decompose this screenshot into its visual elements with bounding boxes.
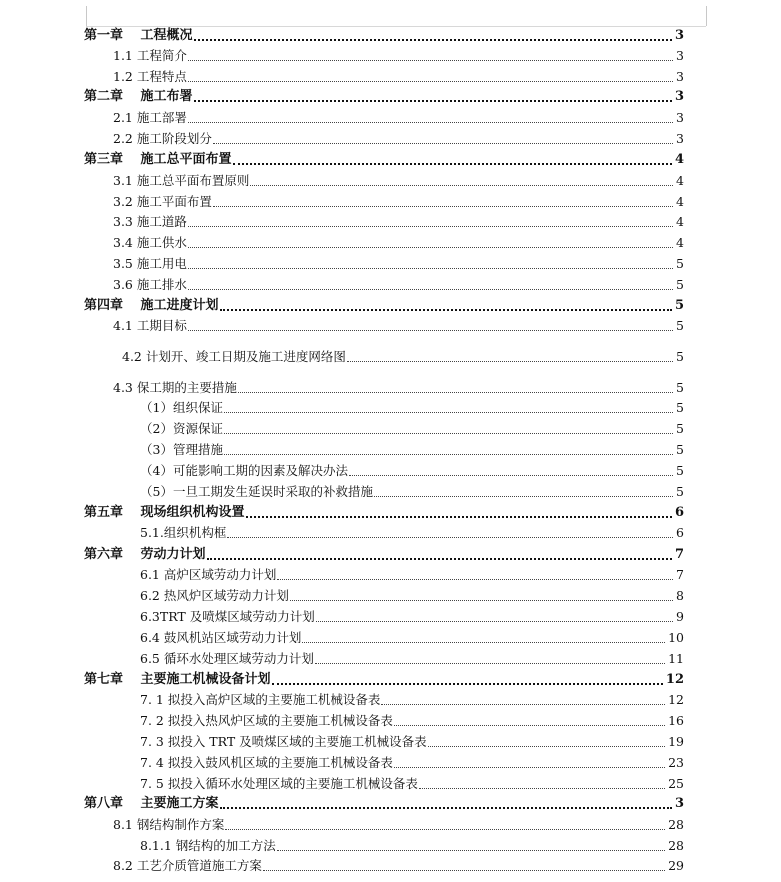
toc-leader-dots bbox=[220, 309, 672, 311]
toc-leader-dots bbox=[188, 330, 673, 331]
toc-leader-dots bbox=[263, 870, 665, 871]
toc-leader-dots bbox=[246, 516, 672, 518]
toc-page-number: 12 bbox=[665, 672, 684, 687]
toc-leader-dots bbox=[224, 412, 673, 413]
toc-leader-dots bbox=[188, 289, 673, 290]
toc-entry-label: 7. 3 拟投入 TRT 及喷煤区域的主要施工机械设备表 bbox=[140, 734, 427, 749]
toc-entry-label: 7. 2 拟投入热风炉区域的主要施工机械设备表 bbox=[140, 713, 393, 728]
toc-entry[interactable] bbox=[140, 584, 684, 604]
toc-entry-label: 7. 5 拟投入循环水处理区域的主要施工机械设备表 bbox=[140, 776, 418, 791]
toc-page-number: 5 bbox=[676, 442, 684, 457]
toc-entry-label: 第六章 劳动力计划 bbox=[84, 547, 206, 562]
toc-page-number: 5 bbox=[674, 298, 684, 313]
toc-entry-label: 第三章 施工总平面布置 bbox=[84, 152, 232, 167]
toc-entry[interactable] bbox=[140, 563, 684, 583]
toc-leader-dots bbox=[188, 122, 673, 123]
toc-page-number: 3 bbox=[676, 110, 684, 125]
toc-page-number: 12 bbox=[668, 692, 684, 707]
page-corner-mark-right bbox=[706, 6, 707, 26]
toc-page-number: 3 bbox=[674, 89, 684, 104]
toc-leader-dots bbox=[188, 247, 673, 248]
toc-leader-dots bbox=[277, 850, 665, 851]
toc-page-number: 28 bbox=[668, 838, 684, 853]
toc-entry-label: （3）管理措施 bbox=[140, 442, 223, 457]
toc-chapter-entry[interactable] bbox=[84, 543, 684, 563]
toc-entry-label: 3.1 施工总平面布置原则 bbox=[113, 173, 250, 188]
toc-leader-dots bbox=[213, 206, 673, 207]
toc-page-number: 5 bbox=[676, 349, 684, 364]
toc-leader-dots bbox=[188, 60, 673, 61]
toc-entry-label: 7. 1 拟投入高炉区域的主要施工机械设备表 bbox=[140, 692, 381, 707]
toc-leader-dots bbox=[238, 392, 673, 393]
toc-entry[interactable] bbox=[140, 772, 684, 792]
toc-leader-dots bbox=[394, 725, 665, 726]
toc-entry[interactable] bbox=[113, 106, 684, 126]
toc-entry-label: 1.1 工程简介 bbox=[113, 48, 187, 63]
toc-entry[interactable] bbox=[113, 127, 684, 147]
toc-entry-label: 6.5 循环水处理区域劳动力计划 bbox=[140, 651, 314, 666]
toc-entry-label: 第七章 主要施工机械设备计划 bbox=[84, 672, 271, 687]
toc-page-number: 23 bbox=[668, 755, 684, 770]
toc-entry-label: 第四章 施工进度计划 bbox=[84, 298, 219, 313]
toc-entry[interactable] bbox=[140, 834, 684, 854]
toc-entry[interactable] bbox=[140, 730, 684, 750]
page-corner-mark-left bbox=[86, 6, 87, 26]
toc-chapter-entry[interactable] bbox=[84, 668, 684, 688]
toc-entry-label: 4.3 保工期的主要措施 bbox=[113, 380, 237, 395]
toc-page-number: 4 bbox=[676, 235, 684, 250]
toc-leader-dots bbox=[224, 454, 673, 455]
toc-entry-label: 5.1.组织机构框 bbox=[140, 525, 227, 540]
toc-leader-dots bbox=[277, 579, 673, 580]
toc-chapter-entry[interactable] bbox=[84, 24, 684, 44]
toc-page-number: 3 bbox=[676, 69, 684, 84]
toc-entry[interactable] bbox=[113, 65, 684, 85]
toc-entry-label: 1.2 工程特点 bbox=[113, 69, 187, 84]
toc-leader-dots bbox=[225, 829, 665, 830]
toc-leader-dots bbox=[428, 746, 665, 747]
toc-entry[interactable] bbox=[140, 459, 684, 479]
toc-page-number: 4 bbox=[676, 194, 684, 209]
toc-chapter-entry[interactable] bbox=[84, 85, 684, 105]
toc-entry-label: 第八章 主要施工方案 bbox=[84, 796, 219, 811]
toc-leader-dots bbox=[316, 621, 673, 622]
toc-page-number: 3 bbox=[674, 28, 684, 43]
toc-entry-label: 4.2 计划开、竣工日期及施工进度网络图 bbox=[122, 349, 346, 364]
toc-entry[interactable] bbox=[122, 345, 684, 365]
toc-page-number: 6 bbox=[674, 505, 684, 520]
toc-page-number: 29 bbox=[668, 858, 684, 873]
toc-page-number: 5 bbox=[676, 463, 684, 478]
toc-page-number: 5 bbox=[676, 421, 684, 436]
toc-entry[interactable] bbox=[140, 688, 684, 708]
toc-leader-dots bbox=[233, 163, 672, 165]
toc-entry[interactable] bbox=[113, 813, 684, 833]
toc-page-number: 28 bbox=[668, 817, 684, 832]
toc-entry-label: 8.2 工艺介质管道施工方案 bbox=[113, 858, 262, 873]
toc-page-number: 6 bbox=[676, 525, 684, 540]
toc-entry[interactable] bbox=[140, 438, 684, 458]
toc-entry[interactable] bbox=[140, 521, 684, 541]
toc-entry[interactable] bbox=[113, 169, 684, 189]
toc-entry-label: （5）一旦工期发生延误时采取的补救措施 bbox=[140, 484, 373, 499]
toc-leader-dots bbox=[194, 100, 672, 102]
toc-entry[interactable] bbox=[140, 417, 684, 437]
toc-entry[interactable] bbox=[140, 647, 684, 667]
toc-leader-dots bbox=[272, 683, 663, 685]
toc-entry[interactable] bbox=[140, 626, 684, 646]
toc-page-number: 5 bbox=[676, 256, 684, 271]
toc-leader-dots bbox=[315, 663, 665, 664]
toc-entry-label: 3.3 施工道路 bbox=[113, 214, 187, 229]
toc-page-number: 5 bbox=[676, 400, 684, 415]
toc-entry-label: 8.1 钢结构制作方案 bbox=[113, 817, 225, 832]
toc-entry-label: 7. 4 拟投入鼓风机区域的主要施工机械设备表 bbox=[140, 755, 393, 770]
toc-entry-label: 8.1.1 钢结构的加工方法 bbox=[140, 838, 276, 853]
toc-entry-label: （2）资源保证 bbox=[140, 421, 223, 436]
toc-leader-dots bbox=[227, 537, 673, 538]
toc-entry[interactable] bbox=[113, 190, 684, 210]
toc-entry-label: （1）组织保证 bbox=[140, 400, 223, 415]
toc-page-number: 3 bbox=[674, 796, 684, 811]
toc-page-number: 5 bbox=[676, 380, 684, 395]
toc-entry-label: 6.2 热风炉区域劳动力计划 bbox=[140, 588, 289, 603]
toc-entry[interactable] bbox=[140, 709, 684, 729]
toc-entry-label: 第五章 现场组织机构设置 bbox=[84, 505, 245, 520]
toc-entry-label: 第二章 施工布署 bbox=[84, 89, 193, 104]
toc-leader-dots bbox=[302, 642, 665, 643]
toc-chapter-entry[interactable] bbox=[84, 792, 684, 812]
toc-entry-label: 第一章 工程概况 bbox=[84, 28, 193, 43]
toc-entry[interactable] bbox=[113, 314, 684, 334]
toc-page-number: 4 bbox=[676, 214, 684, 229]
toc-leader-dots bbox=[290, 600, 673, 601]
toc-entry[interactable] bbox=[113, 44, 684, 64]
toc-leader-dots bbox=[188, 268, 673, 269]
toc-leader-dots bbox=[220, 807, 672, 809]
toc-leader-dots bbox=[213, 143, 673, 144]
toc-entry-label: 2.1 施工部署 bbox=[113, 110, 187, 125]
toc-page-number: 5 bbox=[676, 277, 684, 292]
toc-entry[interactable] bbox=[113, 854, 684, 874]
toc-entry[interactable] bbox=[113, 231, 684, 251]
toc-page-number: 11 bbox=[668, 651, 684, 666]
toc-page-number: 25 bbox=[668, 776, 684, 791]
toc-entry-label: 6.4 鼓风机站区域劳动力计划 bbox=[140, 630, 302, 645]
toc-leader-dots bbox=[394, 767, 665, 768]
toc-page-number: 7 bbox=[676, 567, 684, 582]
toc-entry-label: 6.1 高炉区域劳动力计划 bbox=[140, 567, 277, 582]
toc-entry[interactable] bbox=[113, 376, 684, 396]
toc-page-number: 10 bbox=[668, 630, 684, 645]
toc-entry[interactable] bbox=[113, 273, 684, 293]
toc-entry-label: 2.2 施工阶段划分 bbox=[113, 131, 212, 146]
toc-entry[interactable] bbox=[113, 252, 684, 272]
toc-page-number: 19 bbox=[668, 734, 684, 749]
toc-leader-dots bbox=[381, 704, 665, 705]
toc-entry-label: 3.4 施工供水 bbox=[113, 235, 187, 250]
toc-leader-dots bbox=[419, 788, 665, 789]
toc-page-number: 4 bbox=[676, 173, 684, 188]
toc-entry-label: 4.1 工期目标 bbox=[113, 318, 187, 333]
toc-entry-label: 3.2 施工平面布置 bbox=[113, 194, 212, 209]
toc-page-number: 7 bbox=[674, 547, 684, 562]
toc-entry-label: （4）可能影响工期的因素及解决办法 bbox=[140, 463, 348, 478]
toc-leader-dots bbox=[374, 496, 673, 497]
toc-entry[interactable] bbox=[140, 605, 684, 625]
toc-leader-dots bbox=[347, 361, 673, 362]
toc-chapter-entry[interactable] bbox=[84, 148, 684, 168]
toc-entry[interactable] bbox=[113, 210, 684, 230]
toc-page-number: 16 bbox=[668, 713, 684, 728]
toc-entry-label: 3.6 施工排水 bbox=[113, 277, 187, 292]
toc-page-number: 4 bbox=[674, 152, 684, 167]
toc-page-number: 5 bbox=[676, 484, 684, 499]
toc-entry-label: 6.3TRT 及喷煤区域劳动力计划 bbox=[140, 609, 315, 624]
toc-chapter-entry[interactable] bbox=[84, 501, 684, 521]
toc-leader-dots bbox=[224, 433, 673, 434]
toc-page-number: 3 bbox=[676, 131, 684, 146]
toc-page-number: 8 bbox=[676, 588, 684, 603]
toc-page-number: 5 bbox=[676, 318, 684, 333]
toc-leader-dots bbox=[250, 185, 673, 186]
toc-page-number: 3 bbox=[676, 48, 684, 63]
toc-leader-dots bbox=[349, 475, 673, 476]
toc-page-number: 9 bbox=[676, 609, 684, 624]
toc-chapter-entry[interactable] bbox=[84, 294, 684, 314]
toc-leader-dots bbox=[188, 81, 673, 82]
toc-leader-dots bbox=[194, 39, 672, 41]
toc-leader-dots bbox=[188, 226, 673, 227]
toc-entry[interactable] bbox=[140, 396, 684, 416]
toc-entry[interactable] bbox=[140, 751, 684, 771]
toc-entry-label: 3.5 施工用电 bbox=[113, 256, 187, 271]
toc-entry[interactable] bbox=[140, 480, 684, 500]
toc-leader-dots bbox=[207, 558, 672, 560]
